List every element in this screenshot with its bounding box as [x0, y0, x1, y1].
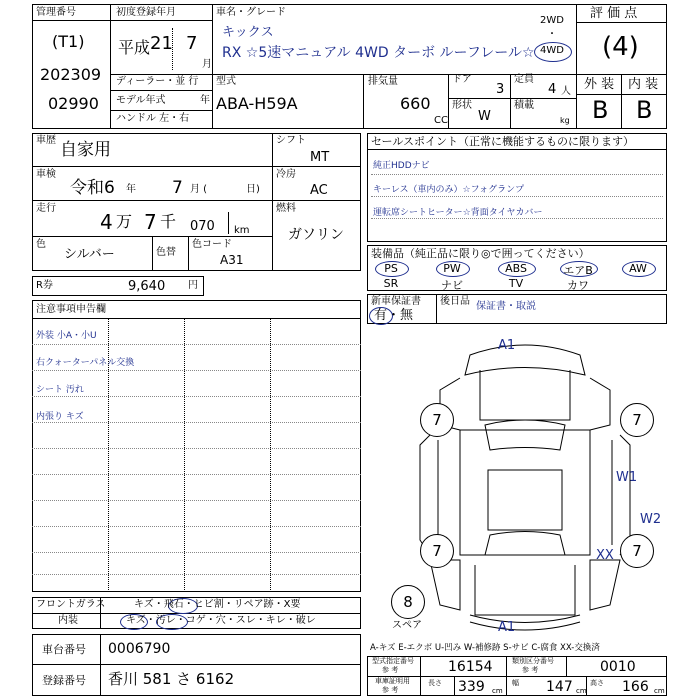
- r-ticket-frame: [32, 276, 204, 296]
- first-reg-year: 21: [150, 33, 173, 54]
- warranty-options: 有・無: [374, 308, 414, 323]
- class-value: 0010: [600, 659, 636, 675]
- note-item: シート 汚れ: [36, 385, 84, 395]
- mileage-rest: 070: [190, 219, 215, 234]
- length-value: 339: [458, 679, 485, 695]
- mileage-man: 4: [100, 210, 113, 234]
- model-year-label: モデル年式: [116, 95, 166, 106]
- tire-spare: 8: [391, 585, 425, 619]
- mgmt-num2: 02990: [48, 94, 99, 113]
- interior-score: B: [636, 96, 653, 124]
- reg-label: 登録番号: [42, 674, 86, 687]
- equip-ps: PS: [384, 262, 398, 275]
- type-value: ABA-H59A: [216, 94, 298, 113]
- damage-mark-rear: A1: [498, 338, 516, 353]
- note-item: 右クォーターパネル交換: [36, 358, 135, 368]
- equip-navi: ナビ: [441, 279, 463, 292]
- class-label: 類別区分番号: [512, 657, 554, 665]
- shape-label: 形状: [452, 100, 472, 111]
- damage-mark-w1: W1: [616, 470, 638, 485]
- tire-rear-right: 7: [620, 403, 654, 437]
- notes-label: 注意事項申告欄: [36, 304, 106, 315]
- cert-label: 車庫証明用: [375, 677, 410, 685]
- mgmt-num1: 202309: [40, 65, 102, 84]
- glass-label: フロントガラス: [36, 599, 106, 610]
- r-label: R券: [36, 280, 53, 291]
- door-label: ドア: [452, 74, 472, 85]
- mileage-label: 走行: [36, 203, 56, 214]
- color-change-label: 色替: [156, 247, 176, 258]
- capacity-value: 4: [548, 82, 557, 97]
- model-spec-value: 16154: [448, 659, 493, 675]
- type-label: 型式: [216, 76, 236, 87]
- glass-interior-label: 内装: [58, 615, 78, 626]
- interior-label: 内 装: [628, 77, 659, 92]
- inspection-month: 7: [172, 178, 183, 198]
- glass-options: キズ・飛石・ヒビ割・リペア跡・X要: [134, 599, 301, 610]
- warranty-label: 新車保証書: [371, 296, 421, 307]
- handle-label: ハンドル 左・右: [116, 113, 190, 124]
- sales-point: キーレス（車内のみ）☆フォグランプ: [373, 185, 525, 195]
- color-code-label: 色コード: [192, 239, 232, 250]
- first-reg-label: 初度登録年月: [116, 7, 176, 18]
- equip-pw: PW: [443, 262, 461, 275]
- first-reg-month: 7: [186, 33, 198, 54]
- chassis-label: 車台番号: [42, 643, 86, 656]
- equip-sr: SR: [383, 277, 399, 290]
- sales-label: セールスポイント（正常に機能するものに限ります）: [371, 135, 635, 148]
- name-label: 車名・グレード: [216, 7, 286, 18]
- equip-aw: AW: [629, 262, 647, 275]
- equip-tv: TV: [508, 277, 524, 290]
- damage-legend: A-キズ E-エクボ U-凹み W-補修跡 S-サビ C-腐食 XX-交換済: [370, 643, 600, 653]
- later-label: 後日品: [440, 296, 470, 307]
- displacement-value: 660: [400, 94, 431, 113]
- first-reg-era: 平成: [118, 38, 151, 57]
- capacity-label: 定員: [514, 74, 534, 85]
- tire-front-right: 7: [620, 534, 654, 568]
- mgmt-label: 管理番号: [36, 7, 76, 18]
- fuel-value: ガソリン: [288, 227, 344, 243]
- chassis-value: 0006790: [108, 641, 171, 657]
- damage-mark-w2: W2: [640, 512, 662, 527]
- glass-interior-options: キズ・汚レ・コゲ・穴・スレ・キレ・破レ: [126, 615, 316, 626]
- mileage-sen: 7: [144, 210, 157, 234]
- ac-value: AC: [310, 183, 328, 198]
- spare-label: スペア: [392, 620, 422, 631]
- car-name: キックス: [222, 25, 274, 40]
- fuel-label: 燃料: [276, 203, 296, 214]
- damage-mark-front: A1: [498, 620, 516, 635]
- note-item: 外装 小A・小U: [36, 331, 97, 341]
- sales-point: 運転席シートヒーター☆背面タイヤカバー: [373, 208, 543, 218]
- ac-label: 冷房: [276, 169, 296, 180]
- equip-airbag: エアB: [563, 264, 593, 277]
- load-label: 積載: [514, 100, 534, 111]
- history-label: 車歴: [36, 135, 56, 146]
- shape-value: W: [478, 109, 491, 124]
- equip-leather: カワ: [567, 279, 589, 292]
- grade-score: (4): [602, 32, 639, 62]
- equip-abs: ABS: [505, 262, 527, 275]
- inspection-label: 車検: [36, 169, 56, 180]
- color-label: 色: [36, 239, 46, 250]
- equipment-label: 装備品（純正品に限り◎で囲ってください）: [371, 247, 590, 260]
- door-value: 3: [496, 82, 505, 97]
- reg-value: 香川 581 さ 6162: [108, 670, 235, 688]
- note-item: 内張り キズ: [36, 412, 84, 422]
- exterior-score: B: [592, 96, 609, 124]
- model-spec-label: 型式指定番号: [372, 657, 414, 665]
- color-code-value: A31: [220, 253, 244, 267]
- sales-point: 純正HDDナビ: [373, 161, 430, 171]
- tire-rear-left: 7: [420, 403, 454, 437]
- later-value: 保証書・取説: [476, 301, 536, 312]
- drive-2wd: 2WD: [540, 15, 564, 26]
- r-value: 9,640: [128, 279, 166, 294]
- drive-4wd: 4WD: [540, 45, 564, 56]
- color-value: シルバー: [64, 247, 115, 262]
- damage-mark-xx: XX: [596, 548, 614, 563]
- mgmt-code: (T1): [52, 32, 85, 51]
- history-value: 自家用: [60, 140, 111, 160]
- displacement-label: 排気量: [368, 76, 398, 87]
- dealer-label: ディーラー・並 行: [116, 76, 199, 87]
- shift-value: MT: [310, 150, 330, 165]
- height-value: 166: [622, 679, 649, 695]
- car-grade: RX ☆5速マニュアル 4WD ターボ ルーフレール☆: [222, 45, 535, 61]
- car-diagram: [400, 330, 650, 640]
- tire-front-left: 7: [420, 534, 454, 568]
- width-value: 147: [546, 679, 573, 695]
- grade-label: 評 価 点: [590, 6, 638, 21]
- shift-label: シフト: [276, 135, 306, 146]
- inspection-era: 令和6: [70, 178, 115, 198]
- exterior-label: 外 装: [584, 77, 615, 92]
